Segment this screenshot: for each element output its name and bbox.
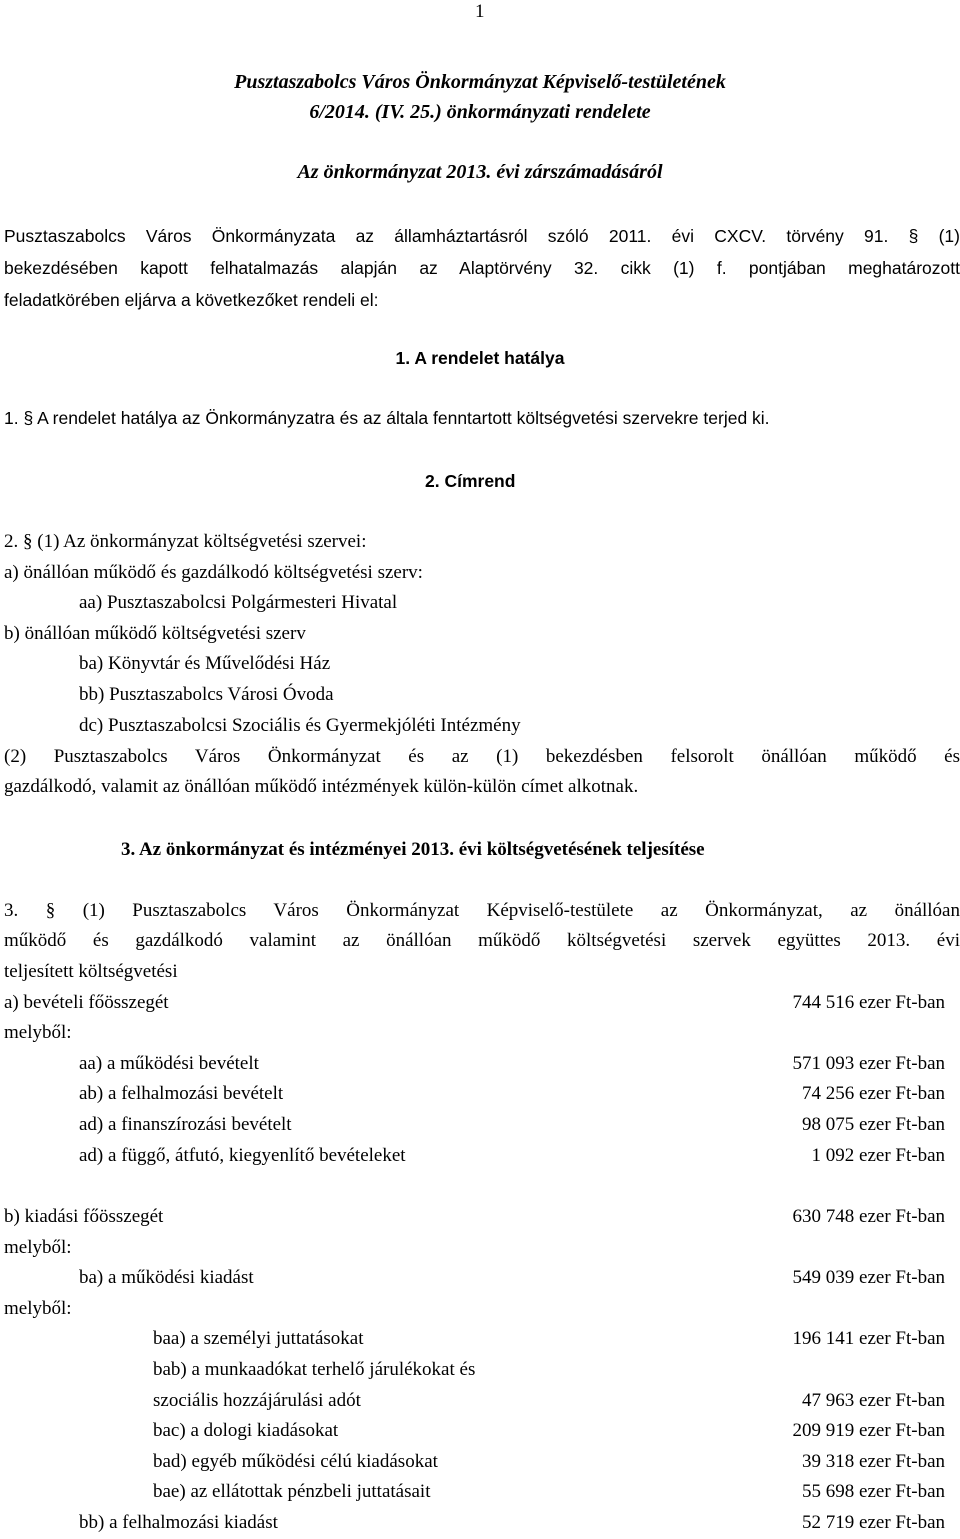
item-label: bb) a felhalmozási kiadást [79,1512,278,1533]
item-label: bae) az ellátottak pénzbeli juttatásait [153,1481,431,1502]
section-2-line: a) önállóan működő és gazdálkodó költségvetési szerv: [4,562,423,583]
section-3-heading: 3. Az önkormányzat és intézményei 2013. évi költségvetésének teljesítése [121,839,705,860]
title-line-2: 6/2014. (IV. 25.) önkormányzati rendelete [309,101,651,123]
item-label: a) bevételi főösszegét [4,992,169,1013]
preamble-line-2: bekezdésében kapott felhatalmazás alapján az Alaptörvény 32. cikk (1) f. pontjában meghatározott [4,258,960,278]
section-2-line: ba) Könyvtár és Művelődési Ház [79,653,331,674]
item-label: ba) a működési kiadást [79,1267,254,1288]
item-amount: 47 963 ezer Ft-ban [802,1390,945,1411]
item-amount: 1 092 ezer Ft-ban [811,1145,945,1166]
section-1-heading: 1. A rendelet hatálya [395,348,565,368]
section-2-line: bb) Pusztaszabolcs Városi Óvoda [79,684,334,705]
item-amount: 196 141 ezer Ft-ban [792,1328,945,1349]
item-label: szociális hozzájárulási adót [153,1390,361,1411]
item-amount: 39 318 ezer Ft-ban [802,1451,945,1472]
section-3-intro-line-3: teljesített költségvetési [4,961,178,982]
section-2-para-2-line-2: gazdálkodó, valamit az önállóan működő intézmények külön-külön címet alkotnak. [4,776,639,797]
item-label: ab) a felhalmozási bevételt [79,1083,284,1104]
section-2-para-2-line-1: (2) Pusztaszabolcs Város Önkormányzat és az (1) bekezdésben felsorolt önállóan működő és [4,746,960,767]
item-amount: 98 075 ezer Ft-ban [802,1114,945,1135]
item-amount: 744 516 ezer Ft-ban [792,992,945,1013]
section-2-line: dc) Pusztaszabolcsi Szociális és Gyermekjóléti Intézmény [79,715,521,736]
item-label: aa) a működési bevételt [79,1053,259,1074]
item-amount: 630 748 ezer Ft-ban [792,1206,945,1227]
item-label: bab) a munkaadókat terhelő járulékokat és [153,1359,476,1380]
item-label: ad) a finanszírozási bevételt [79,1114,292,1135]
section-3-intro-line-2: működő és gazdálkodó valamint az önállóan működő költségvetési szervek együttes 2013. évi [4,930,960,951]
item-label: bac) a dologi kiadásokat [153,1420,339,1441]
item-amount: 209 919 ezer Ft-ban [792,1420,945,1441]
item-amount: 55 698 ezer Ft-ban [802,1481,945,1502]
section-2-heading: 2. Címrend [425,471,516,491]
item-label: b) kiadási főösszegét [4,1206,164,1227]
melybol-label: melyből: [4,1022,72,1043]
preamble-line-3: feladatkörében eljárva a következőket rendeli el: [4,290,379,310]
section-2-line: 2. § (1) Az önkormányzat költségvetési szervei: [4,531,367,552]
section-3-intro-line-1: 3. § (1) Pusztaszabolcs Város Önkormányzat Képviselő-testülete az Önkormányzat, az önállóan [4,900,960,921]
preamble-line-1: Pusztaszabolcs Város Önkormányzata az államháztartásról szóló 2011. évi CXCV. törvény 91. § (1) [4,226,960,246]
item-label: bad) egyéb működési célú kiadásokat [153,1451,438,1472]
item-amount: 52 719 ezer Ft-ban [802,1512,945,1533]
item-amount: 549 039 ezer Ft-ban [792,1267,945,1288]
section-2-line: b) önállóan működő költségvetési szerv [4,623,306,644]
item-amount: 74 256 ezer Ft-ban [802,1083,945,1104]
page-number: 1 [475,1,485,22]
title-line-1: Pusztaszabolcs Város Önkormányzat Képviselő-testületének [234,71,726,93]
item-label: ad) a függő, átfutó, kiegyenlítő bevételeket [79,1145,406,1166]
title-line-3: Az önkormányzat 2013. évi zárszámadásáról [297,161,663,183]
melybol-label: melyből: [4,1237,72,1258]
section-1-text: 1. § A rendelet hatálya az Önkormányzatra és az általa fenntartott költségvetési szervekre terjed ki. [4,408,770,428]
item-amount: 571 093 ezer Ft-ban [792,1053,945,1074]
section-2-line: aa) Pusztaszabolcsi Polgármesteri Hivatal [79,592,398,613]
melybol-label: melyből: [4,1298,72,1319]
item-label: baa) a személyi juttatásokat [153,1328,364,1349]
